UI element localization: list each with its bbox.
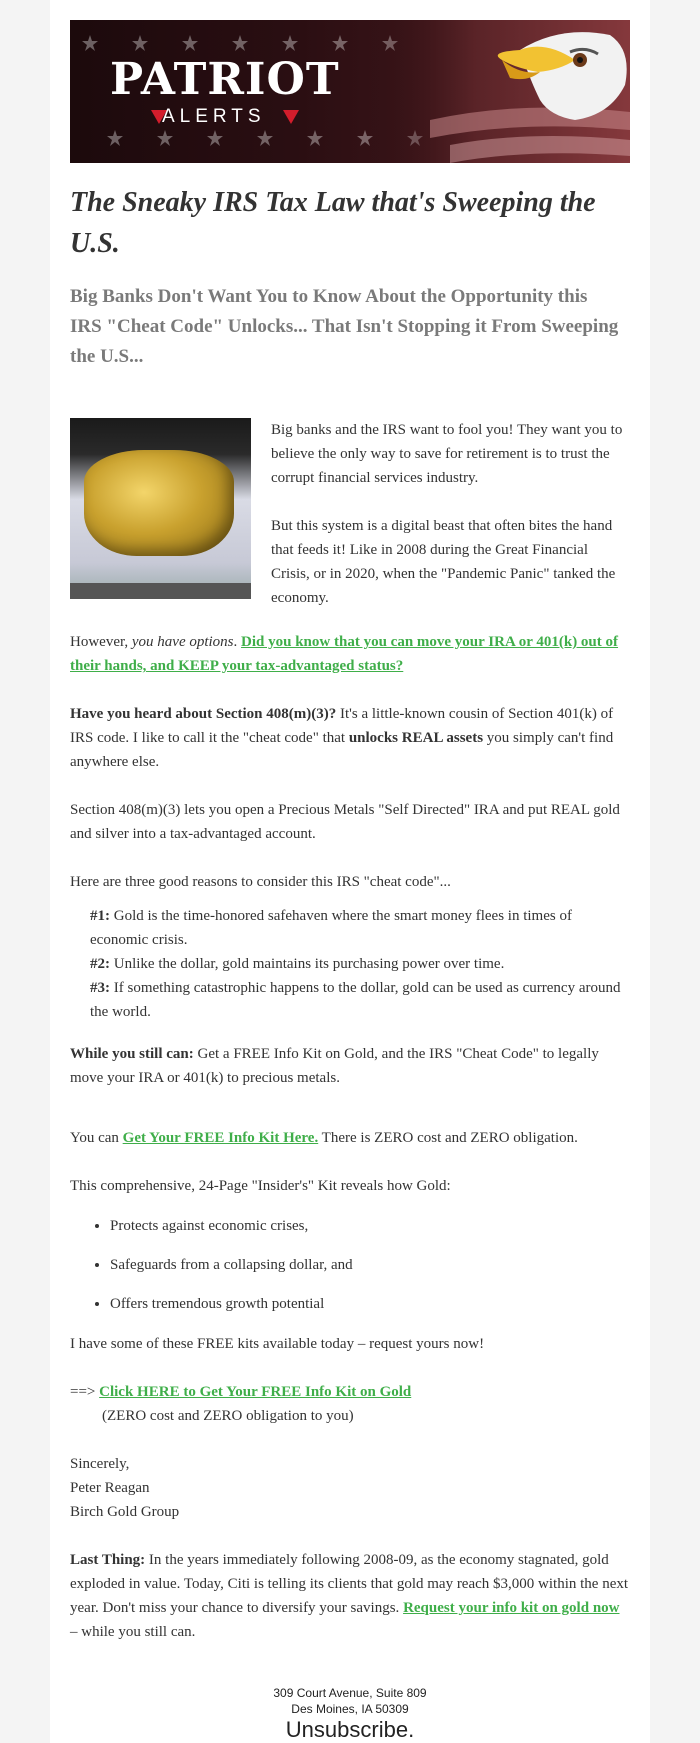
cta-note: (ZERO cost and ZERO obligation to you): [102, 1408, 354, 1424]
signoff-sincerely: Sincerely,: [70, 1456, 130, 1472]
footer: [70, 1685, 630, 1743]
still-can-paragraph: [70, 1042, 630, 1090]
last-thing-after: – while you still can.: [70, 1624, 196, 1640]
move-ira-link[interactable]: Did you know that you can move your IRA or 401(k) out of their hands, and KEEP your tax-advantaged status?: [70, 634, 619, 674]
last-thing-paragraph: [70, 1548, 630, 1644]
kit-lead: You can: [70, 1130, 123, 1146]
header-banner: [70, 20, 630, 163]
intro-paragraph-1: Big banks and the IRS want to fool you! They want you to believe the only way to save for retirement is to trust the corrupt financial services industry.: [271, 422, 623, 486]
signoff-block: [70, 1452, 630, 1524]
gold-bar-image: [70, 418, 251, 599]
footer-address-line-1: 309 Court Avenue, Suite 809: [273, 1686, 427, 1700]
cta-line: [70, 1380, 630, 1404]
arrow-icon: ==>: [70, 1384, 96, 1400]
kit-paragraph: [70, 1126, 630, 1150]
spacer: [271, 490, 630, 514]
signoff-company: Birch Gold Group: [70, 1504, 180, 1520]
kit-benefit-item: • Safeguards from a collapsing dollar, and: [110, 1253, 630, 1277]
kit-benefits-list: [70, 1214, 630, 1331]
reason-text: Gold is the time-honored safehaven where the smart money flees in times of economic crisis.: [90, 908, 572, 948]
reason-item-2: [90, 952, 630, 976]
section-408-question: Have you heard about Section 408(m)(3)?: [70, 706, 337, 722]
unlocks-real-assets: unlocks REAL assets: [348, 730, 484, 746]
section-408-paragraph: [70, 702, 625, 774]
still-can-text: Get a FREE Info Kit on Gold, and the IRS "Cheat Code" to legally move your IRA or 401(k) to precious metals.: [70, 1046, 599, 1086]
unsubscribe-link[interactable]: Unsubscribe.: [285, 1717, 415, 1742]
reason-item-3: [90, 976, 630, 1024]
free-info-kit-link[interactable]: Get Your FREE Info Kit Here.: [122, 1130, 319, 1146]
kit-after: There is ZERO cost and ZERO obligation.: [318, 1130, 578, 1146]
section-408-details: Section 408(m)(3) lets you open a Precious Metals "Self Directed" IRA and put REAL gold and silver into a tax-advantaged account.: [70, 802, 620, 842]
kit-benefit-item: • Offers tremendous growth potential: [110, 1292, 630, 1316]
eagle-flag-image: [370, 20, 630, 163]
reason-text: If something catastrophic happens to the dollar, gold can be used as currency around the world.: [90, 980, 621, 1020]
reasons-intro: Here are three good reasons to consider this IRS "cheat code"...: [70, 874, 451, 890]
brand-title: PATRIOT: [110, 54, 340, 105]
intro-paragraph-2: But this system is a digital beast that often bites the hand that feeds it! Like in 2008 during the Great Financial Crisis, or in 2020, when the "Pandemic Panic" tanked the economy.: [271, 518, 616, 606]
intro-text: [271, 418, 630, 610]
options-after: .: [233, 634, 242, 650]
options-italic: you have options: [131, 634, 234, 650]
reason-item-1: [90, 904, 630, 952]
last-thing-label: Last Thing:: [70, 1552, 146, 1568]
kit-intro: This comprehensive, 24-Page "Insider's" Kit reveals how Gold:: [70, 1178, 451, 1194]
section-408-text-1: It's a little-known cousin of Section 401(k) of IRS code. I like to call it the "cheat code" that: [70, 706, 614, 746]
footer-address-line-2: Des Moines, IA 50309: [291, 1702, 409, 1716]
reason-text: Unlike the dollar, gold maintains its purchasing power over time.: [110, 956, 505, 972]
email-content: [70, 20, 630, 1742]
gold-bar-shape: [84, 450, 234, 556]
reason-number: #2:: [90, 956, 110, 972]
reasons-list: [90, 904, 630, 1024]
subheadline: Big Banks Don't Want You to Know About the Opportunity this IRS "Cheat Code" Unlocks... That Isn't Stopping it From Sweeping the U.S...: [70, 286, 619, 367]
reason-number: #3:: [90, 980, 110, 996]
image-caption-strip: [70, 583, 251, 599]
section-408-text-2: you simply can't find anywhere else.: [70, 730, 614, 770]
still-can-label: While you still can:: [70, 1046, 194, 1062]
available-text: I have some of these FREE kits available today – request yours now!: [70, 1336, 485, 1352]
signoff-name: Peter Reagan: [70, 1480, 150, 1496]
brand-subtitle: ALERTS: [162, 106, 266, 127]
reason-number: #1:: [90, 908, 110, 924]
kit-benefit-item: • Protects against economic crises,: [110, 1214, 630, 1238]
options-paragraph: [70, 630, 630, 678]
options-lead: However,: [70, 634, 132, 650]
red-triangle-icon-right: [283, 110, 299, 124]
headline: The Sneaky IRS Tax Law that's Sweeping the U.S.: [70, 187, 596, 259]
request-kit-link[interactable]: Request your info kit on gold now: [403, 1600, 620, 1616]
cta-block: [70, 1380, 630, 1428]
email-body: [50, 0, 650, 1743]
last-thing-text: In the years immediately following 2008-09, as the economy stagnated, gold exploded in value. Today, Citi is telling its clients that gold may reach $3,000 within the next year. Don't miss your chance to diversify your savings.: [70, 1552, 629, 1616]
get-info-kit-link[interactable]: Click HERE to Get Your FREE Info Kit on Gold: [99, 1384, 412, 1400]
